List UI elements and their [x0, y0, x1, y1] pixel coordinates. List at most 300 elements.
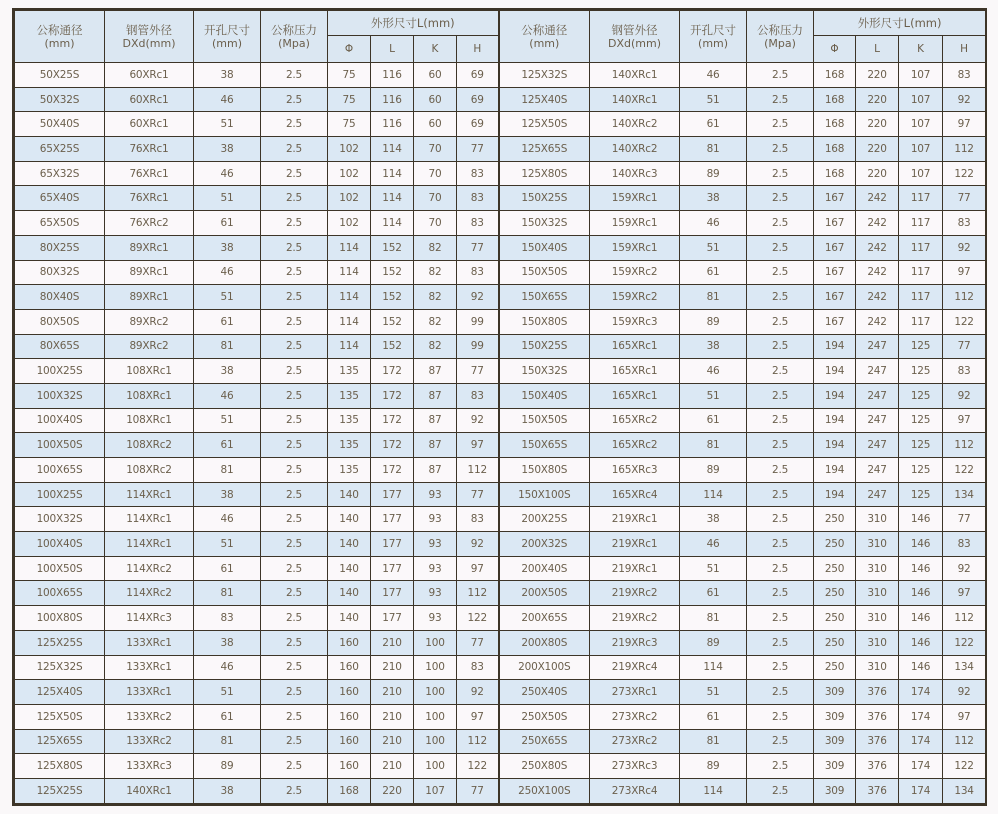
cell-dim-k: 82: [414, 235, 457, 260]
cell-hole-size: 61: [194, 704, 261, 729]
cell-pipe-od: 89XRc1: [105, 260, 194, 285]
cell-hole-size: 89: [194, 754, 261, 779]
cell-pressure: 2.5: [261, 754, 328, 779]
cell-dim-phi: 140: [328, 532, 371, 557]
header-dim-l: L: [856, 36, 899, 63]
cell-dim-k: 70: [414, 137, 457, 162]
cell-hole-size: 51: [680, 556, 747, 581]
cell-pressure: 2.5: [261, 458, 328, 483]
cell-dim-k: 107: [899, 63, 943, 88]
cell-dim-phi: 102: [328, 137, 371, 162]
header-hole-size: 开孔尺寸 (mm): [680, 11, 747, 63]
cell-hole-size: 61: [680, 260, 747, 285]
cell-dim-l: 242: [856, 235, 899, 260]
cell-dim-l: 172: [371, 433, 414, 458]
cell-dim-h: 77: [943, 334, 986, 359]
cell-dim-k: 107: [899, 112, 943, 137]
table-row: [15, 235, 986, 260]
cell-dim-l: 376: [856, 754, 899, 779]
cell-dim-phi: 194: [814, 408, 856, 433]
table-row: [15, 754, 986, 779]
cell-pipe-od: 133XRc3: [105, 754, 194, 779]
cell-nominal-bore: 125X25S: [15, 630, 105, 655]
cell-dim-k: 117: [899, 186, 943, 211]
cell-dim-k: 82: [414, 334, 457, 359]
cell-dim-l: 310: [856, 606, 899, 631]
cell-nominal-bore: 150X65S: [499, 285, 590, 310]
header-dim-phi: Φ: [814, 36, 856, 63]
cell-hole-size: 46: [194, 260, 261, 285]
cell-dim-l: 247: [856, 383, 899, 408]
table-row: [15, 630, 986, 655]
cell-pressure: 2.5: [261, 63, 328, 88]
cell-dim-k: 100: [414, 680, 457, 705]
cell-dim-l: 210: [371, 630, 414, 655]
cell-dim-l: 177: [371, 606, 414, 631]
cell-dim-l: 242: [856, 309, 899, 334]
cell-pressure: 2.5: [261, 359, 328, 384]
cell-pressure: 2.5: [261, 680, 328, 705]
cell-nominal-bore: 125X50S: [15, 704, 105, 729]
cell-pipe-od: 140XRc2: [590, 112, 680, 137]
cell-dim-l: 247: [856, 482, 899, 507]
cell-pressure: 2.5: [747, 458, 814, 483]
cell-dim-l: 210: [371, 655, 414, 680]
cell-pressure: 2.5: [261, 309, 328, 334]
cell-dim-phi: 102: [328, 211, 371, 236]
cell-dim-h: 77: [943, 186, 986, 211]
cell-dim-phi: 135: [328, 359, 371, 384]
cell-nominal-bore: 125X25S: [15, 778, 105, 803]
cell-nominal-bore: 200X100S: [499, 655, 590, 680]
cell-pressure: 2.5: [261, 285, 328, 310]
cell-pressure: 2.5: [261, 112, 328, 137]
cell-hole-size: 61: [194, 433, 261, 458]
cell-pressure: 2.5: [747, 383, 814, 408]
cell-dim-phi: 135: [328, 433, 371, 458]
table-row: [15, 606, 986, 631]
cell-dim-k: 146: [899, 556, 943, 581]
cell-hole-size: 46: [680, 211, 747, 236]
cell-dim-l: 310: [856, 655, 899, 680]
cell-hole-size: 51: [194, 408, 261, 433]
cell-dim-h: 83: [943, 211, 986, 236]
cell-pipe-od: 219XRc4: [590, 655, 680, 680]
cell-dim-h: 112: [943, 285, 986, 310]
cell-dim-h: 92: [457, 408, 499, 433]
cell-pressure: 2.5: [747, 87, 814, 112]
cell-hole-size: 89: [680, 309, 747, 334]
cell-pipe-od: 219XRc3: [590, 630, 680, 655]
cell-dim-k: 125: [899, 458, 943, 483]
table-row: [15, 359, 986, 384]
header-dim-h: H: [943, 36, 986, 63]
cell-hole-size: 46: [194, 161, 261, 186]
cell-nominal-bore: 200X25S: [499, 507, 590, 532]
cell-nominal-bore: 100X50S: [15, 433, 105, 458]
cell-dim-k: 82: [414, 285, 457, 310]
cell-dim-k: 146: [899, 581, 943, 606]
table-row: [15, 408, 986, 433]
table-row: [15, 507, 986, 532]
cell-hole-size: 61: [680, 704, 747, 729]
header-overall-dims: 外形尺寸L(mm): [814, 11, 986, 36]
cell-dim-k: 82: [414, 309, 457, 334]
cell-dim-h: 122: [943, 458, 986, 483]
cell-dim-h: 122: [943, 309, 986, 334]
cell-dim-k: 174: [899, 729, 943, 754]
table-row: [15, 63, 986, 88]
cell-hole-size: 61: [194, 556, 261, 581]
cell-nominal-bore: 250X40S: [499, 680, 590, 705]
cell-pressure: 2.5: [261, 532, 328, 557]
cell-dim-k: 70: [414, 186, 457, 211]
cell-dim-l: 220: [856, 137, 899, 162]
table-row: [15, 655, 986, 680]
cell-hole-size: 81: [680, 285, 747, 310]
cell-hole-size: 46: [680, 63, 747, 88]
cell-dim-l: 116: [371, 63, 414, 88]
cell-pressure: 2.5: [747, 161, 814, 186]
table-row: [15, 556, 986, 581]
cell-pipe-od: 76XRc1: [105, 186, 194, 211]
cell-dim-k: 117: [899, 235, 943, 260]
cell-nominal-bore: 250X80S: [499, 754, 590, 779]
cell-dim-phi: 114: [328, 285, 371, 310]
cell-dim-k: 93: [414, 556, 457, 581]
cell-hole-size: 81: [680, 729, 747, 754]
cell-dim-h: 122: [943, 630, 986, 655]
cell-dim-k: 117: [899, 211, 943, 236]
cell-dim-phi: 160: [328, 680, 371, 705]
cell-pipe-od: 165XRc1: [590, 334, 680, 359]
cell-dim-h: 122: [457, 606, 499, 631]
cell-pipe-od: 159XRc1: [590, 235, 680, 260]
cell-pipe-od: 219XRc1: [590, 507, 680, 532]
cell-pressure: 2.5: [747, 729, 814, 754]
cell-nominal-bore: 80X65S: [15, 334, 105, 359]
cell-pressure: 2.5: [261, 260, 328, 285]
cell-dim-phi: 167: [814, 235, 856, 260]
cell-hole-size: 51: [194, 680, 261, 705]
header-dim-k: K: [899, 36, 943, 63]
cell-hole-size: 38: [680, 186, 747, 211]
cell-pressure: 2.5: [747, 309, 814, 334]
cell-hole-size: 81: [194, 581, 261, 606]
cell-nominal-bore: 125X80S: [499, 161, 590, 186]
cell-dim-phi: 309: [814, 704, 856, 729]
cell-dim-l: 172: [371, 458, 414, 483]
cell-dim-h: 97: [943, 408, 986, 433]
cell-pipe-od: 159XRc2: [590, 285, 680, 310]
cell-pipe-od: 108XRc1: [105, 383, 194, 408]
cell-nominal-bore: 150X32S: [499, 359, 590, 384]
cell-dim-k: 125: [899, 408, 943, 433]
cell-pipe-od: 165XRc3: [590, 458, 680, 483]
table-row: [15, 383, 986, 408]
cell-dim-phi: 194: [814, 383, 856, 408]
cell-hole-size: 51: [194, 186, 261, 211]
cell-hole-size: 81: [680, 606, 747, 631]
cell-nominal-bore: 150X25S: [499, 334, 590, 359]
cell-dim-l: 376: [856, 680, 899, 705]
cell-dim-l: 310: [856, 532, 899, 557]
cell-dim-phi: 160: [328, 729, 371, 754]
cell-dim-k: 87: [414, 458, 457, 483]
cell-dim-k: 70: [414, 161, 457, 186]
cell-dim-k: 93: [414, 532, 457, 557]
cell-pipe-od: 219XRc1: [590, 556, 680, 581]
cell-dim-l: 114: [371, 186, 414, 211]
cell-pipe-od: 133XRc1: [105, 630, 194, 655]
cell-nominal-bore: 150X80S: [499, 458, 590, 483]
cell-dim-l: 310: [856, 507, 899, 532]
cell-dim-phi: 250: [814, 606, 856, 631]
cell-hole-size: 89: [680, 161, 747, 186]
cell-pressure: 2.5: [747, 704, 814, 729]
cell-pressure: 2.5: [747, 112, 814, 137]
cell-dim-h: 122: [943, 754, 986, 779]
cell-pressure: 2.5: [261, 211, 328, 236]
cell-pressure: 2.5: [261, 556, 328, 581]
cell-pipe-od: 114XRc3: [105, 606, 194, 631]
cell-hole-size: 38: [680, 334, 747, 359]
cell-hole-size: 51: [680, 680, 747, 705]
cell-nominal-bore: 250X65S: [499, 729, 590, 754]
cell-nominal-bore: 125X40S: [15, 680, 105, 705]
cell-dim-l: 242: [856, 211, 899, 236]
cell-dim-k: 125: [899, 359, 943, 384]
cell-pressure: 2.5: [747, 211, 814, 236]
cell-pipe-od: 114XRc1: [105, 482, 194, 507]
cell-hole-size: 38: [194, 359, 261, 384]
cell-pipe-od: 273XRc3: [590, 754, 680, 779]
header-pipe-od: 钢管外径 DXd(mm): [590, 11, 680, 63]
cell-pressure: 2.5: [747, 285, 814, 310]
cell-hole-size: 61: [680, 112, 747, 137]
cell-pipe-od: 108XRc1: [105, 359, 194, 384]
cell-nominal-bore: 200X65S: [499, 606, 590, 631]
cell-hole-size: 51: [194, 285, 261, 310]
cell-dim-phi: 168: [814, 112, 856, 137]
cell-pipe-od: 159XRc2: [590, 260, 680, 285]
cell-dim-phi: 114: [328, 309, 371, 334]
cell-dim-k: 60: [414, 63, 457, 88]
cell-hole-size: 38: [194, 137, 261, 162]
cell-dim-phi: 114: [328, 260, 371, 285]
cell-nominal-bore: 125X50S: [499, 112, 590, 137]
cell-pressure: 2.5: [747, 630, 814, 655]
cell-pressure: 2.5: [747, 186, 814, 211]
cell-dim-k: 174: [899, 680, 943, 705]
cell-nominal-bore: 100X32S: [15, 507, 105, 532]
cell-dim-l: 310: [856, 581, 899, 606]
cell-dim-l: 310: [856, 630, 899, 655]
cell-pipe-od: 60XRc1: [105, 63, 194, 88]
cell-dim-l: 177: [371, 532, 414, 557]
cell-dim-h: 69: [457, 112, 499, 137]
cell-dim-k: 87: [414, 383, 457, 408]
cell-dim-k: 70: [414, 211, 457, 236]
cell-pressure: 2.5: [747, 680, 814, 705]
cell-nominal-bore: 200X50S: [499, 581, 590, 606]
cell-pipe-od: 76XRc1: [105, 161, 194, 186]
cell-dim-l: 177: [371, 507, 414, 532]
cell-dim-k: 100: [414, 754, 457, 779]
cell-nominal-bore: 150X50S: [499, 260, 590, 285]
cell-dim-k: 100: [414, 630, 457, 655]
cell-pressure: 2.5: [747, 532, 814, 557]
cell-hole-size: 89: [680, 754, 747, 779]
cell-nominal-bore: 50X32S: [15, 87, 105, 112]
cell-dim-k: 146: [899, 630, 943, 655]
cell-pressure: 2.5: [747, 63, 814, 88]
table-row: [15, 482, 986, 507]
cell-pipe-od: 140XRc1: [590, 87, 680, 112]
cell-dim-h: 134: [943, 655, 986, 680]
cell-pressure: 2.5: [747, 235, 814, 260]
cell-dim-l: 152: [371, 309, 414, 334]
cell-pipe-od: 140XRc1: [590, 63, 680, 88]
cell-nominal-bore: 150X80S: [499, 309, 590, 334]
cell-dim-k: 146: [899, 507, 943, 532]
cell-dim-phi: 168: [814, 87, 856, 112]
cell-pipe-od: 89XRc2: [105, 309, 194, 334]
cell-dim-l: 247: [856, 433, 899, 458]
cell-hole-size: 38: [194, 778, 261, 803]
cell-pressure: 2.5: [747, 606, 814, 631]
cell-dim-h: 92: [457, 532, 499, 557]
cell-dim-k: 107: [899, 161, 943, 186]
cell-pipe-od: 114XRc2: [105, 556, 194, 581]
cell-pipe-od: 114XRc1: [105, 507, 194, 532]
cell-dim-phi: 135: [328, 408, 371, 433]
cell-hole-size: 38: [194, 482, 261, 507]
table-row: [15, 112, 986, 137]
cell-dim-h: 99: [457, 334, 499, 359]
cell-nominal-bore: 200X40S: [499, 556, 590, 581]
cell-dim-phi: 160: [328, 704, 371, 729]
cell-pipe-od: 108XRc2: [105, 433, 194, 458]
cell-dim-h: 97: [943, 112, 986, 137]
cell-dim-k: 107: [414, 778, 457, 803]
cell-dim-k: 93: [414, 482, 457, 507]
cell-pressure: 2.5: [261, 186, 328, 211]
cell-hole-size: 46: [194, 507, 261, 532]
cell-dim-h: 83: [457, 186, 499, 211]
cell-dim-phi: 194: [814, 458, 856, 483]
cell-dim-phi: 140: [328, 507, 371, 532]
cell-dim-phi: 250: [814, 556, 856, 581]
cell-hole-size: 81: [194, 729, 261, 754]
cell-dim-h: 83: [457, 260, 499, 285]
cell-dim-phi: 140: [328, 556, 371, 581]
cell-hole-size: 81: [680, 137, 747, 162]
cell-nominal-bore: 65X32S: [15, 161, 105, 186]
cell-dim-phi: 168: [814, 63, 856, 88]
cell-dim-l: 247: [856, 408, 899, 433]
cell-dim-l: 220: [856, 161, 899, 186]
cell-dim-k: 174: [899, 754, 943, 779]
cell-dim-h: 77: [943, 507, 986, 532]
cell-dim-h: 92: [457, 285, 499, 310]
cell-hole-size: 61: [680, 581, 747, 606]
cell-hole-size: 81: [194, 458, 261, 483]
cell-nominal-bore: 150X40S: [499, 383, 590, 408]
cell-dim-h: 77: [457, 630, 499, 655]
cell-pipe-od: 273XRc2: [590, 729, 680, 754]
cell-pressure: 2.5: [261, 334, 328, 359]
cell-dim-h: 77: [457, 778, 499, 803]
cell-dim-l: 220: [856, 87, 899, 112]
cell-hole-size: 89: [680, 458, 747, 483]
cell-hole-size: 38: [680, 507, 747, 532]
cell-dim-phi: 250: [814, 655, 856, 680]
cell-pipe-od: 89XRc1: [105, 235, 194, 260]
cell-dim-h: 83: [457, 161, 499, 186]
cell-pressure: 2.5: [261, 606, 328, 631]
cell-pipe-od: 60XRc1: [105, 87, 194, 112]
cell-dim-phi: 167: [814, 211, 856, 236]
cell-dim-k: 87: [414, 359, 457, 384]
table-row: [15, 433, 986, 458]
cell-dim-h: 134: [943, 778, 986, 803]
cell-hole-size: 89: [680, 630, 747, 655]
cell-dim-h: 97: [457, 433, 499, 458]
cell-pressure: 2.5: [747, 359, 814, 384]
cell-nominal-bore: 50X25S: [15, 63, 105, 88]
cell-dim-h: 83: [943, 359, 986, 384]
cell-dim-phi: 250: [814, 581, 856, 606]
cell-dim-phi: 250: [814, 532, 856, 557]
cell-pipe-od: 60XRc1: [105, 112, 194, 137]
cell-pipe-od: 219XRc2: [590, 581, 680, 606]
cell-pipe-od: 219XRc1: [590, 532, 680, 557]
table-body: [15, 63, 986, 804]
cell-dim-phi: 168: [328, 778, 371, 803]
cell-nominal-bore: 150X25S: [499, 186, 590, 211]
cell-hole-size: 51: [680, 87, 747, 112]
cell-dim-h: 92: [943, 235, 986, 260]
cell-pressure: 2.5: [261, 704, 328, 729]
cell-hole-size: 114: [680, 655, 747, 680]
cell-pipe-od: 273XRc2: [590, 704, 680, 729]
cell-dim-k: 100: [414, 729, 457, 754]
cell-dim-k: 117: [899, 260, 943, 285]
cell-dim-phi: 140: [328, 581, 371, 606]
cell-hole-size: 51: [680, 235, 747, 260]
cell-dim-k: 125: [899, 433, 943, 458]
cell-dim-h: 69: [457, 87, 499, 112]
header-overall-dims: 外形尺寸L(mm): [328, 11, 499, 36]
table-row: [15, 309, 986, 334]
cell-dim-phi: 135: [328, 383, 371, 408]
cell-pipe-od: 133XRc1: [105, 655, 194, 680]
cell-dim-h: 99: [457, 309, 499, 334]
cell-hole-size: 38: [194, 630, 261, 655]
table-row: [15, 778, 986, 803]
table-row: [15, 334, 986, 359]
cell-dim-phi: 309: [814, 729, 856, 754]
cell-pressure: 2.5: [747, 655, 814, 680]
cell-dim-k: 146: [899, 532, 943, 557]
cell-dim-h: 97: [943, 260, 986, 285]
cell-dim-l: 177: [371, 581, 414, 606]
cell-nominal-bore: 100X50S: [15, 556, 105, 581]
cell-nominal-bore: 200X32S: [499, 532, 590, 557]
cell-dim-l: 210: [371, 704, 414, 729]
cell-dim-phi: 75: [328, 112, 371, 137]
